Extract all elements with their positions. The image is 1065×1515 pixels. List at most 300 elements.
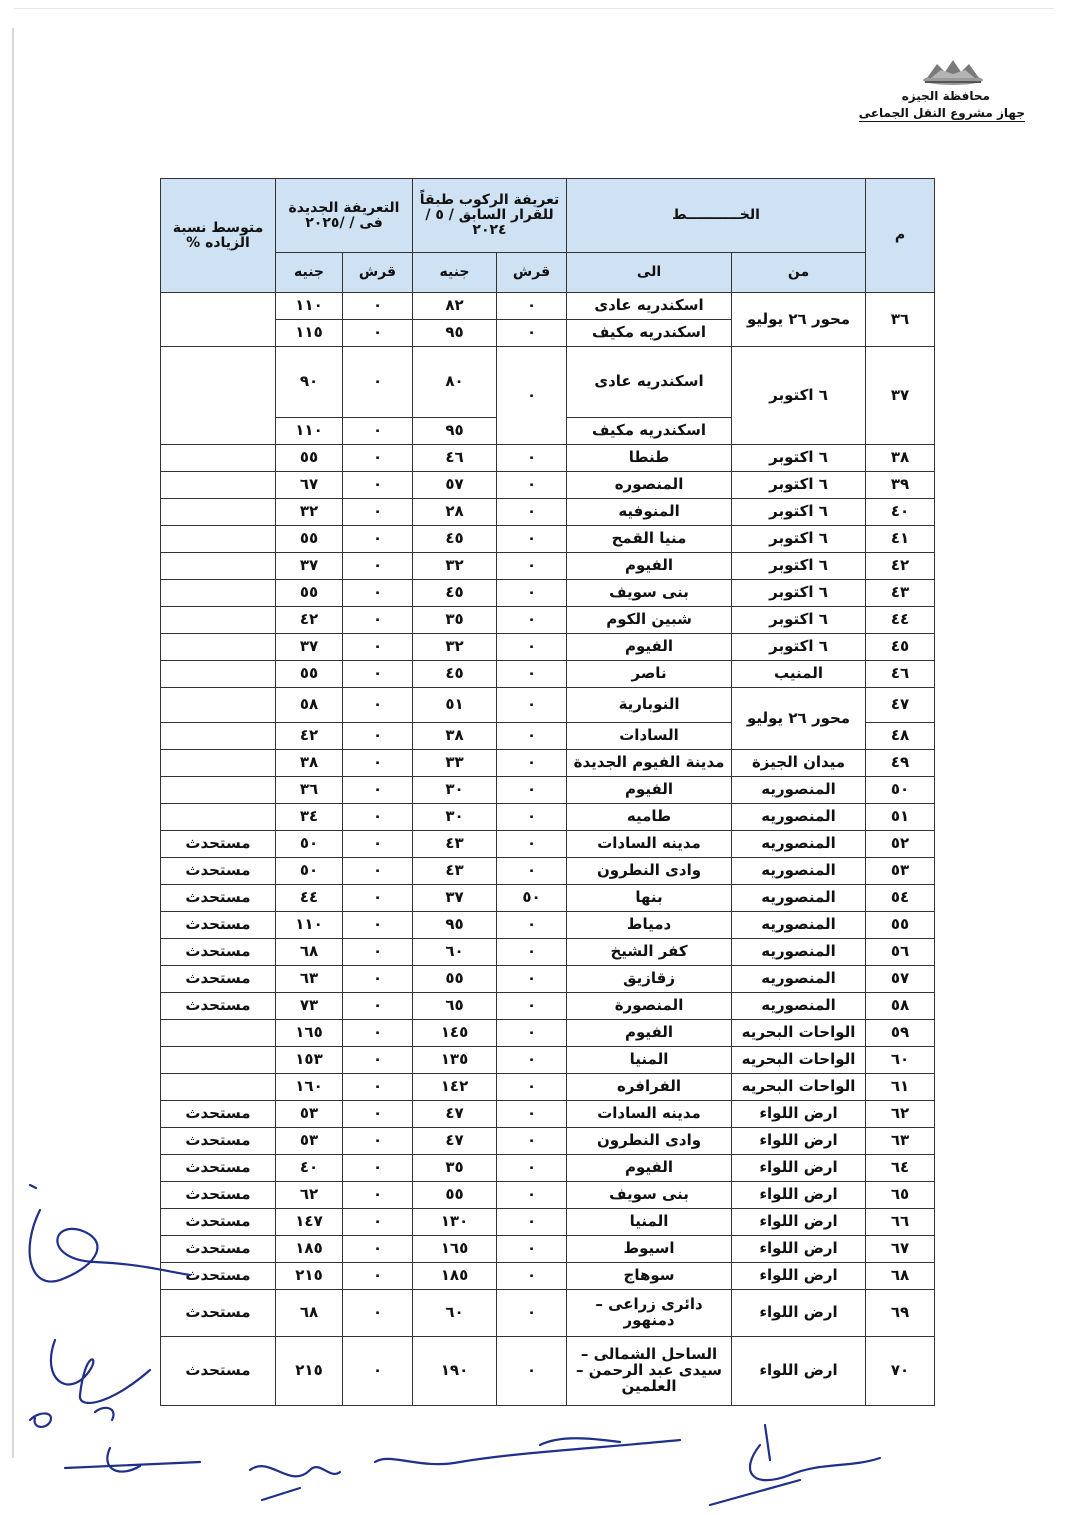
old-piaster: ٠ <box>497 526 567 553</box>
route-from: ارض اللواء <box>732 1101 866 1128</box>
route-from: المنيب <box>732 661 866 688</box>
route-to: الفيوم <box>567 553 732 580</box>
new-piaster: ٠ <box>343 347 413 418</box>
old-pound: ٤٧ <box>413 1101 497 1128</box>
row-num: ٤٠ <box>866 499 935 526</box>
route-from: ٦ اكتوبر <box>732 526 866 553</box>
table-row <box>161 1101 935 1128</box>
new-piaster: ٠ <box>343 526 413 553</box>
old-piaster: ٠ <box>497 320 567 347</box>
governorate-logo-icon <box>913 54 993 88</box>
old-piaster: ٠ <box>497 607 567 634</box>
table-row <box>161 1155 935 1182</box>
new-piaster: ٠ <box>343 1236 413 1263</box>
old-piaster: ٠ <box>497 993 567 1020</box>
new-piaster: ٠ <box>343 912 413 939</box>
route-to: المنصورة <box>567 993 732 1020</box>
new-piaster: ٠ <box>343 661 413 688</box>
increase-note: مستحدث <box>161 831 276 858</box>
increase-note <box>161 661 276 688</box>
row-num: ٥١ <box>866 804 935 831</box>
route-from: ارض اللواء <box>732 1290 866 1337</box>
old-piaster: ٠ <box>497 445 567 472</box>
row-num: ٤٢ <box>866 553 935 580</box>
route-to: طاميه <box>567 804 732 831</box>
row-num: ٤٣ <box>866 580 935 607</box>
new-pound: ٥٥ <box>276 526 343 553</box>
table-row <box>161 885 935 912</box>
new-pound: ٥٥ <box>276 661 343 688</box>
table-row <box>161 526 935 553</box>
route-from: المنصوريه <box>732 912 866 939</box>
page-edge <box>14 8 1054 9</box>
page-edge <box>12 28 14 1458</box>
route-from: المنصوريه <box>732 831 866 858</box>
old-pound: ٣٧ <box>413 885 497 912</box>
old-piaster: ٠ <box>497 1128 567 1155</box>
header-num: م <box>866 179 935 293</box>
new-piaster: ٠ <box>343 1101 413 1128</box>
new-pound: ٥٠ <box>276 858 343 885</box>
route-to: المنوفيه <box>567 499 732 526</box>
new-piaster: ٠ <box>343 1047 413 1074</box>
old-pound: ٣٠ <box>413 777 497 804</box>
route-to: الفيوم <box>567 634 732 661</box>
old-pound: ٥٥ <box>413 1182 497 1209</box>
old-piaster: ٠ <box>497 661 567 688</box>
route-from: المنصوريه <box>732 966 866 993</box>
new-pound: ٣٤ <box>276 804 343 831</box>
old-pound: ١٣٠ <box>413 1209 497 1236</box>
old-piaster: ٠ <box>497 1047 567 1074</box>
route-from: المنصوريه <box>732 993 866 1020</box>
header-new-pound: جنيه <box>276 253 343 293</box>
old-piaster: ٠ <box>497 804 567 831</box>
new-pound: ٤٤ <box>276 885 343 912</box>
header-to: الى <box>567 253 732 293</box>
route-to: زقازيق <box>567 966 732 993</box>
row-num: ٥٦ <box>866 939 935 966</box>
route-to: اسكندريه عادى <box>567 347 732 418</box>
old-piaster: ٠ <box>497 580 567 607</box>
row-num: ٧٠ <box>866 1337 935 1406</box>
old-pound: ٥٧ <box>413 472 497 499</box>
route-from: ارض اللواء <box>732 1182 866 1209</box>
table-row <box>161 939 935 966</box>
old-pound: ١٩٠ <box>413 1337 497 1406</box>
route-from: المنصوريه <box>732 885 866 912</box>
new-piaster: ٠ <box>343 1020 413 1047</box>
table-row <box>161 499 935 526</box>
row-num: ٤١ <box>866 526 935 553</box>
table-row <box>161 1209 935 1236</box>
old-pound: ٣٨ <box>413 723 497 750</box>
old-pound: ٨٢ <box>413 293 497 320</box>
old-pound: ١٨٥ <box>413 1263 497 1290</box>
old-pound: ٦٥ <box>413 993 497 1020</box>
header-increase: متوسط نسبة الزياده % <box>161 179 276 293</box>
route-from: ارض اللواء <box>732 1263 866 1290</box>
old-pound: ٤٧ <box>413 1128 497 1155</box>
route-from: المنصوريه <box>732 939 866 966</box>
route-to: وادى النطرون <box>567 1128 732 1155</box>
new-pound: ١٦٥ <box>276 1020 343 1047</box>
new-piaster: ٠ <box>343 1128 413 1155</box>
route-to: الفيوم <box>567 1020 732 1047</box>
new-piaster: ٠ <box>343 993 413 1020</box>
table-row <box>161 804 935 831</box>
row-num: ٤٨ <box>866 723 935 750</box>
increase-note <box>161 499 276 526</box>
new-piaster: ٠ <box>343 499 413 526</box>
increase-note: مستحدث <box>161 1182 276 1209</box>
table-row <box>161 1182 935 1209</box>
table-row <box>161 472 935 499</box>
new-pound: ٣٨ <box>276 750 343 777</box>
route-from: ٦ اكتوبر <box>732 472 866 499</box>
route-to: اسيوط <box>567 1236 732 1263</box>
increase-note <box>161 777 276 804</box>
old-piaster: ٠ <box>497 1182 567 1209</box>
old-piaster: ٠ <box>497 1101 567 1128</box>
row-num: ٦٦ <box>866 1209 935 1236</box>
new-pound: ٥٠ <box>276 831 343 858</box>
row-num: ٤٥ <box>866 634 935 661</box>
new-piaster: ٠ <box>343 1182 413 1209</box>
table-row <box>161 580 935 607</box>
new-pound: ٦٨ <box>276 939 343 966</box>
increase-note <box>161 1074 276 1101</box>
new-piaster: ٠ <box>343 1337 413 1406</box>
old-pound: ٣٥ <box>413 1155 497 1182</box>
route-from: ٦ اكتوبر <box>732 347 866 445</box>
route-to: مدينه السادات <box>567 1101 732 1128</box>
row-num: ٥٩ <box>866 1020 935 1047</box>
route-from: ٦ اكتوبر <box>732 607 866 634</box>
new-pound: ٣٧ <box>276 634 343 661</box>
old-pound: ٤٦ <box>413 445 497 472</box>
row-num: ٣٧ <box>866 347 935 445</box>
row-num: ٤٤ <box>866 607 935 634</box>
table-row <box>161 993 935 1020</box>
new-piaster: ٠ <box>343 1074 413 1101</box>
old-pound: ٣٥ <box>413 607 497 634</box>
new-pound: ٣٦ <box>276 777 343 804</box>
route-from: ارض اللواء <box>732 1337 866 1406</box>
route-to: بنها <box>567 885 732 912</box>
route-to: بنى سويف <box>567 1182 732 1209</box>
old-piaster: ٠ <box>497 688 567 723</box>
table-row <box>161 831 935 858</box>
new-pound: ٦٣ <box>276 966 343 993</box>
new-piaster: ٠ <box>343 580 413 607</box>
increase-note <box>161 293 276 347</box>
old-pound: ٩٥ <box>413 320 497 347</box>
route-to: كفر الشيخ <box>567 939 732 966</box>
route-from: ارض اللواء <box>732 1209 866 1236</box>
old-piaster: ٠ <box>497 347 567 445</box>
row-num: ٦٨ <box>866 1263 935 1290</box>
old-pound: ٦٠ <box>413 1290 497 1337</box>
route-to: الفيوم <box>567 1155 732 1182</box>
new-pound: ١١٠ <box>276 293 343 320</box>
header-route: الخـــــــــــط <box>567 179 866 253</box>
route-from: محور ٢٦ يوليو <box>732 293 866 347</box>
row-num: ٦٩ <box>866 1290 935 1337</box>
old-piaster: ٠ <box>497 1236 567 1263</box>
new-pound: ٥٣ <box>276 1101 343 1128</box>
table-row <box>161 1236 935 1263</box>
table-row <box>161 445 935 472</box>
new-piaster: ٠ <box>343 723 413 750</box>
old-pound: ٢٨ <box>413 499 497 526</box>
new-piaster: ٠ <box>343 607 413 634</box>
increase-note: مستحدث <box>161 993 276 1020</box>
increase-note <box>161 347 276 445</box>
old-pound: ٣٢ <box>413 634 497 661</box>
new-piaster: ٠ <box>343 750 413 777</box>
route-from: ٦ اكتوبر <box>732 445 866 472</box>
increase-note: مستحدث <box>161 939 276 966</box>
new-pound: ٤٢ <box>276 723 343 750</box>
new-piaster: ٠ <box>343 634 413 661</box>
new-piaster: ٠ <box>343 418 413 445</box>
route-to: دائرى زراعى – دمنهور <box>567 1290 732 1337</box>
table-row <box>161 966 935 993</box>
row-num: ٦٢ <box>866 1101 935 1128</box>
new-piaster: ٠ <box>343 1209 413 1236</box>
old-piaster: ٠ <box>497 966 567 993</box>
row-num: ٥٤ <box>866 885 935 912</box>
old-piaster: ٠ <box>497 293 567 320</box>
route-to: طنطا <box>567 445 732 472</box>
route-from: ارض اللواء <box>732 1236 866 1263</box>
new-piaster: ٠ <box>343 553 413 580</box>
route-to: الفرافره <box>567 1074 732 1101</box>
old-pound: ٩٥ <box>413 912 497 939</box>
increase-note <box>161 688 276 723</box>
old-pound: ١٤٢ <box>413 1074 497 1101</box>
table-row <box>161 1263 935 1290</box>
table-row <box>161 293 935 320</box>
old-pound: ٦٠ <box>413 939 497 966</box>
route-to: المنيا <box>567 1209 732 1236</box>
header-from: من <box>732 253 866 293</box>
route-to: مدينه السادات <box>567 831 732 858</box>
row-num: ٥٣ <box>866 858 935 885</box>
increase-note <box>161 607 276 634</box>
row-num: ٥٠ <box>866 777 935 804</box>
old-pound: ٥١ <box>413 688 497 723</box>
increase-note: مستحدث <box>161 1155 276 1182</box>
org-name-authority: جهاز مشروع النقل الجماعى <box>858 106 1025 120</box>
old-piaster: ٠ <box>497 777 567 804</box>
route-to: شبين الكوم <box>567 607 732 634</box>
increase-note <box>161 580 276 607</box>
new-pound: ٥٨ <box>276 688 343 723</box>
new-pound: ٧٣ <box>276 993 343 1020</box>
old-pound: ٨٠ <box>413 347 497 418</box>
route-from: ٦ اكتوبر <box>732 553 866 580</box>
table-row <box>161 347 935 418</box>
old-pound: ١٣٥ <box>413 1047 497 1074</box>
increase-note: مستحدث <box>161 912 276 939</box>
route-to: السادات <box>567 723 732 750</box>
new-pound: ٦٨ <box>276 1290 343 1337</box>
row-num: ٣٩ <box>866 472 935 499</box>
increase-note: مستحدث <box>161 885 276 912</box>
new-pound: ٤٠ <box>276 1155 343 1182</box>
route-to: المنصوره <box>567 472 732 499</box>
old-piaster: ٠ <box>497 1209 567 1236</box>
route-from: ٦ اكتوبر <box>732 634 866 661</box>
route-from: المنصوريه <box>732 777 866 804</box>
new-piaster: ٠ <box>343 831 413 858</box>
row-num: ٥٢ <box>866 831 935 858</box>
new-pound: ٤٢ <box>276 607 343 634</box>
new-pound: ١٤٧ <box>276 1209 343 1236</box>
route-from: ٦ اكتوبر <box>732 580 866 607</box>
route-to: اسكندريه عادى <box>567 293 732 320</box>
route-from: محور ٢٦ يوليو <box>732 688 866 750</box>
table-row <box>161 1290 935 1337</box>
old-pound: ٤٥ <box>413 526 497 553</box>
route-from: الواحات البحريه <box>732 1047 866 1074</box>
old-piaster: ٠ <box>497 1337 567 1406</box>
increase-note: مستحدث <box>161 1209 276 1236</box>
old-piaster: ٠ <box>497 750 567 777</box>
route-to: المنيا <box>567 1047 732 1074</box>
increase-note <box>161 723 276 750</box>
increase-note: مستحدث <box>161 1290 276 1337</box>
old-piaster: ٠ <box>497 723 567 750</box>
route-from: ميدان الجيزة <box>732 750 866 777</box>
new-piaster: ٠ <box>343 885 413 912</box>
old-piaster: ٠ <box>497 939 567 966</box>
increase-note: مستحدث <box>161 1101 276 1128</box>
header-new-fare: التعريفة الجديدة فى / /٢٠٢٥ <box>276 179 413 253</box>
old-pound: ٣٠ <box>413 804 497 831</box>
header-new-piaster: قرش <box>343 253 413 293</box>
table-row <box>161 858 935 885</box>
new-pound: ١٦٠ <box>276 1074 343 1101</box>
increase-note <box>161 1047 276 1074</box>
row-num: ٦٣ <box>866 1128 935 1155</box>
route-from: المنصوريه <box>732 804 866 831</box>
route-to: بنى سويف <box>567 580 732 607</box>
old-pound: ٣٣ <box>413 750 497 777</box>
old-piaster: ٠ <box>497 1074 567 1101</box>
increase-note: مستحدث <box>161 858 276 885</box>
header-old-fare: تعريفة الركوب طبقاً للقرار السابق / ٥ / ٢٠٢٤ <box>413 179 567 253</box>
old-piaster: ٠ <box>497 1020 567 1047</box>
table-row <box>161 912 935 939</box>
route-to: منيا القمح <box>567 526 732 553</box>
table-row <box>161 607 935 634</box>
old-pound: ١٤٥ <box>413 1020 497 1047</box>
row-num: ٥٨ <box>866 993 935 1020</box>
increase-note <box>161 804 276 831</box>
table-row <box>161 1337 935 1406</box>
increase-note: مستحدث <box>161 1337 276 1406</box>
increase-note <box>161 553 276 580</box>
old-pound: ٥٥ <box>413 966 497 993</box>
new-pound: ١١٥ <box>276 320 343 347</box>
table-row <box>161 688 935 723</box>
new-pound: ٥٥ <box>276 580 343 607</box>
new-piaster: ٠ <box>343 858 413 885</box>
old-pound: ٤٥ <box>413 580 497 607</box>
new-pound: ١٨٥ <box>276 1236 343 1263</box>
increase-note <box>161 1020 276 1047</box>
table-row <box>161 777 935 804</box>
route-from: ارض اللواء <box>732 1155 866 1182</box>
table-row <box>161 1128 935 1155</box>
route-to: اسكندريه مكيف <box>567 418 732 445</box>
route-to: الفيوم <box>567 777 732 804</box>
new-piaster: ٠ <box>343 1155 413 1182</box>
route-from: ارض اللواء <box>732 1128 866 1155</box>
increase-note: مستحدث <box>161 1128 276 1155</box>
route-from: المنصوريه <box>732 858 866 885</box>
table-row <box>161 661 935 688</box>
row-num: ٣٦ <box>866 293 935 347</box>
increase-note <box>161 445 276 472</box>
old-pound: ٤٣ <box>413 858 497 885</box>
route-to: ناصر <box>567 661 732 688</box>
new-pound: ٦٢ <box>276 1182 343 1209</box>
route-to: اسكندريه مكيف <box>567 320 732 347</box>
route-to: وادى النطرون <box>567 858 732 885</box>
table-row <box>161 1074 935 1101</box>
new-piaster: ٠ <box>343 688 413 723</box>
old-piaster: ٠ <box>497 499 567 526</box>
increase-note <box>161 472 276 499</box>
new-piaster: ٠ <box>343 777 413 804</box>
new-pound: ٣٧ <box>276 553 343 580</box>
row-num: ٥٥ <box>866 912 935 939</box>
table-row <box>161 750 935 777</box>
new-piaster: ٠ <box>343 804 413 831</box>
route-to: الساحل الشمالى – سيدى عبد الرحمن – العلمين <box>567 1337 732 1406</box>
old-piaster: ٠ <box>497 1263 567 1290</box>
old-piaster: ٠ <box>497 634 567 661</box>
new-piaster: ٠ <box>343 472 413 499</box>
new-pound: ٢١٥ <box>276 1263 343 1290</box>
row-num: ٣٨ <box>866 445 935 472</box>
new-piaster: ٠ <box>343 320 413 347</box>
header-old-piaster: قرش <box>497 253 567 293</box>
new-piaster: ٠ <box>343 939 413 966</box>
old-piaster: ٠ <box>497 912 567 939</box>
route-to: مدينة الفيوم الجديدة <box>567 750 732 777</box>
row-num: ٦٧ <box>866 1236 935 1263</box>
increase-note <box>161 526 276 553</box>
table-row <box>161 553 935 580</box>
row-num: ٤٦ <box>866 661 935 688</box>
new-piaster: ٠ <box>343 966 413 993</box>
increase-note <box>161 750 276 777</box>
increase-note <box>161 634 276 661</box>
new-pound: ٣٢ <box>276 499 343 526</box>
new-pound: ٢١٥ <box>276 1337 343 1406</box>
new-piaster: ٠ <box>343 445 413 472</box>
old-piaster: ٠ <box>497 831 567 858</box>
old-pound: ٣٢ <box>413 553 497 580</box>
old-piaster: ٠ <box>497 858 567 885</box>
new-pound: ١١٠ <box>276 912 343 939</box>
route-from: الواحات البحريه <box>732 1074 866 1101</box>
